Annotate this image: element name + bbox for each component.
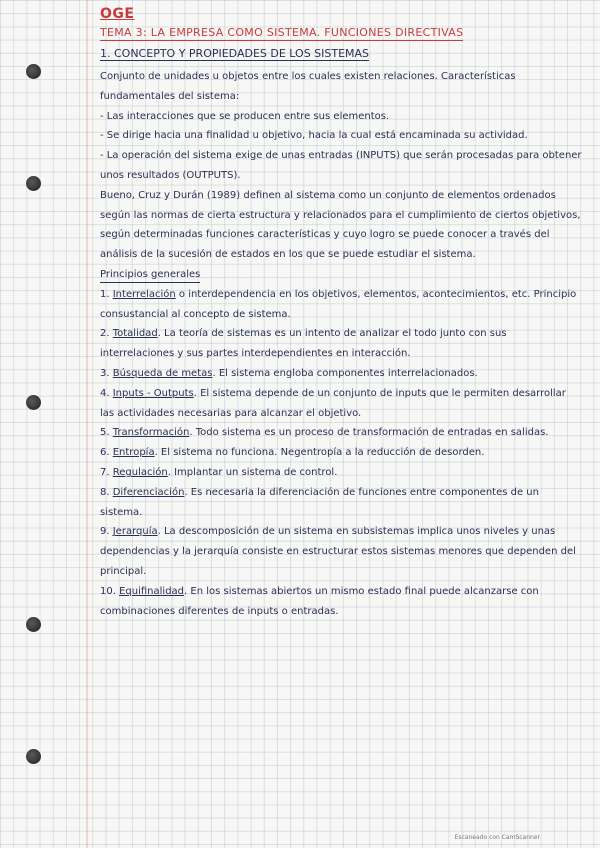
binder-hole-3 [26,395,41,410]
notes-body [100,67,582,621]
principle-item [100,384,582,424]
principle-number: 6. [100,447,110,459]
principle-text: . El sistema no funciona. Negentropía a la reducción de desorden. [154,447,485,459]
principle-name: Interrelación [112,288,176,300]
principle-name: Regulación [112,466,168,478]
principle-number: 3. [100,367,110,379]
principle-name: Búsqueda de metas [112,367,213,379]
principle-number: 1. [100,288,110,300]
bullet-item: - Se dirige hacia una finalidad u objetivo, hacia la cual está encaminada su actividad. [100,130,528,142]
binder-hole-1 [26,64,41,79]
principle-item [100,483,582,523]
principle-number: 7. [100,466,110,478]
principle-text: . El sistema depende de un conjunto de inputs que le permiten desarrollar las actividades necesarias para alcanzar el objetivo. [100,387,566,419]
section-heading: 1. CONCEPTO Y PROPIEDADES DE LOS SISTEMAS [100,47,370,60]
principle-name: Equifinalidad [119,585,185,597]
principle-number: 5. [100,427,110,439]
principle-item [100,522,582,581]
principles-heading-row [100,265,582,285]
principle-name: Diferenciación [112,486,185,498]
principle-text: . Todo sistema es un proceso de transformación de entradas en salidas. [189,427,549,439]
principle-text: . El sistema engloba componentes interrelacionados. [212,367,478,379]
bullet-item: - La operación del sistema exige de unas entradas (INPUTS) que serán procesadas para obtener unos resultados (OUTPUTS). [100,150,582,181]
principle-name: Jerarquía [112,526,158,538]
principle-text: . Implantar un sistema de control. [167,466,338,478]
principle-item [100,423,582,443]
intro-text: Conjunto de unidades u objetos entre los cuales existen relaciones. Características fundamentales del sistema: [100,71,516,102]
principle-name: Transformación [112,427,190,439]
principle-item [100,324,582,364]
principle-number: 9. [100,526,110,538]
principle-text: . Es necesaria la diferenciación de funciones entre componentes de un sistema. [100,486,539,518]
principle-number: 10. [100,585,116,597]
scanner-watermark: Escaneado con CamScanner [454,834,540,841]
principle-number: 4. [100,387,110,399]
principle-item [100,463,582,483]
principle-text: . En los sistemas abiertos un mismo estado final puede alcanzarse con combinaciones diferentes de inputs o entradas. [100,585,539,617]
topic-heading: TEMA 3: LA EMPRESA COMO SISTEMA. FUNCIONES DIRECTIVAS [100,26,464,39]
principle-item [100,364,582,384]
principle-text: o interdependencia en los objetivos, elementos, acontecimientos, etc. Principio consustancial al concepto de sistema. [100,288,577,320]
page-title: OGE [100,6,135,22]
principle-item [100,443,582,463]
bullet-item: - Las interacciones que se producen entre sus elementos. [100,110,390,122]
principle-number: 8. [100,486,110,498]
principle-number: 2. [100,328,110,340]
binder-hole-2 [26,176,41,191]
principle-name: Entropía [112,447,155,459]
principle-item [100,582,582,622]
principle-text: . La teoría de sistemas es un intento de analizar el todo junto con sus interrelaciones y sus partes interdependientes en interacción. [100,328,507,360]
principle-name: Totalidad [112,328,158,340]
binder-hole-4 [26,617,41,632]
page-margin-line [86,0,88,848]
principle-text: . La descomposición de un sistema en subsistemas implica unos niveles y unas dependencias y la jerarquía consiste en estructurar estos sistemas menores que dependen del principal. [100,526,576,577]
binder-hole-5 [26,749,41,764]
principles-heading: Principios generales [100,268,200,283]
definition-paragraph: Bueno, Cruz y Durán (1989) definen al sistema como un conjunto de elementos ordenados según las normas de cierta estructura y relacionados para el cumplimiento de ciertos objetivos, según determinadas funciones características y cuyo logro se puede conocer a través del análisis de la sucesión de estados en los que se puede estudiar el sistema. [100,189,581,261]
principle-name: Inputs - Outputs [112,387,194,399]
principle-item [100,285,582,325]
